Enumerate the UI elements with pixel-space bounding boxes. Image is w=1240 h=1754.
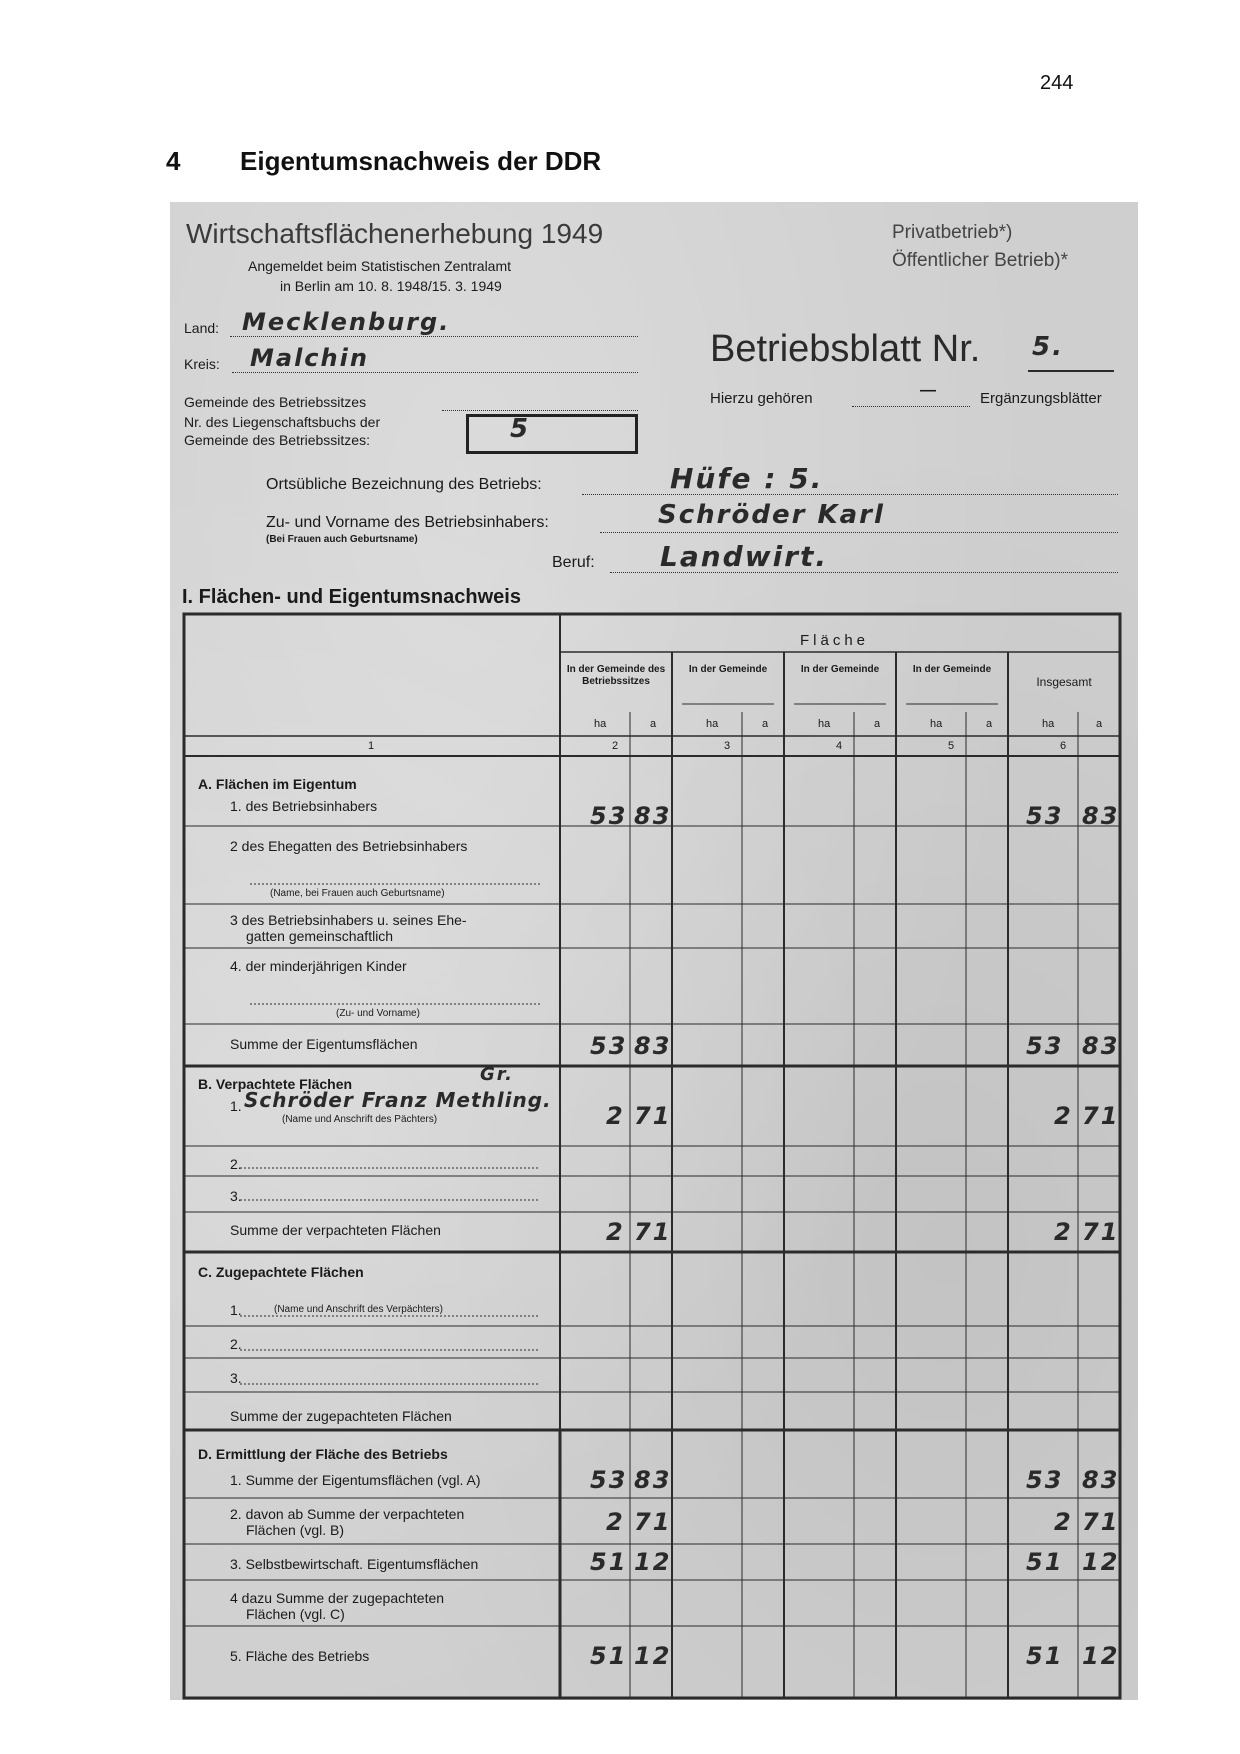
kreis-label: Kreis: <box>184 356 220 372</box>
col-header-5: In der Gemeinde <box>912 664 992 675</box>
a3-label-2: gatten gemeinschaftlich <box>246 928 394 944</box>
b1-note: (Name und Anschrift des Pächters) <box>282 1114 438 1125</box>
scanned-form-image <box>170 202 1138 1700</box>
hierzu-value: — <box>920 382 936 399</box>
d3-total-a: 12 <box>1082 1548 1120 1576</box>
b1-total-a: 71 <box>1082 1102 1120 1130</box>
col-number-4: 4 <box>836 740 843 752</box>
d5-total-a: 12 <box>1082 1642 1120 1670</box>
col-number-6: 6 <box>1060 740 1067 752</box>
b1-total-ha: 2 <box>1054 1102 1073 1130</box>
a2-note: (Name, bei Frauen auch Geburtsname) <box>270 888 445 899</box>
col-number-1: 1 <box>368 740 375 752</box>
betriebsblatt-value: 5. <box>1032 332 1064 362</box>
inhaber-note: (Bei Frauen auch Geburtsname) <box>266 534 418 545</box>
d1-ha: 53 <box>590 1466 628 1494</box>
unit-ha-4: ha <box>818 718 831 730</box>
a2-label: 2 des Ehegatten des Betriebsinhabers <box>230 838 468 854</box>
c1-label: 1. <box>230 1302 242 1318</box>
liegenschaft-label-2: Gemeinde des Betriebssitzes: <box>184 432 370 448</box>
section-a-title: A. Flächen im Eigentum <box>198 776 357 792</box>
section-title: I. Flächen- und Eigentumsnachweis <box>182 586 521 608</box>
d2-label-1: 2. davon ab Summe der verpachteten <box>230 1506 465 1522</box>
d1-total-ha: 53 <box>1026 1466 1064 1494</box>
b-sum-ha: 2 <box>606 1218 625 1246</box>
d2-total-ha: 2 <box>1054 1508 1073 1536</box>
d1-label: 1. Summe der Eigentumsflächen (vgl. A) <box>230 1472 481 1488</box>
d3-total-ha: 51 <box>1026 1548 1064 1576</box>
unit-a-6: a <box>1096 718 1103 730</box>
d5-label: 5. Fläche des Betriebs <box>230 1648 370 1664</box>
d3-label: 3. Selbstbewirtschaft. Eigentumsflächen <box>230 1556 479 1572</box>
c2-label: 2. <box>230 1336 242 1352</box>
registered-line-2: in Berlin am 10. 8. 1948/15. 3. 1949 <box>280 278 502 294</box>
d5-a: 12 <box>634 1642 672 1670</box>
b1-a: 71 <box>634 1102 672 1130</box>
b-sum-total-a: 71 <box>1082 1218 1120 1246</box>
ergaenzung-label: Ergänzungsblätter <box>980 390 1102 407</box>
b3-label: 3. <box>230 1188 242 1204</box>
chapter-title: Eigentumsnachweis der DDR <box>240 146 602 176</box>
unit-a-2: a <box>650 718 657 730</box>
section-b-title: B. Verpachtete Flächen <box>198 1076 353 1092</box>
d1-a: 83 <box>634 1466 672 1494</box>
a1-ha: 53 <box>590 802 628 830</box>
page-number: 244 <box>1040 72 1074 94</box>
a1-a: 83 <box>634 802 672 830</box>
liegenschaft-label-1: Nr. des Liegenschaftsbuchs der <box>184 414 381 430</box>
b-sum-total-ha: 2 <box>1054 1218 1073 1246</box>
col-header-3: In der Gemeinde <box>688 664 768 675</box>
form-title: Wirtschaftsflächenerhebung 1949 <box>186 218 604 249</box>
b1-value: Schröder Franz Methling. <box>244 1088 552 1112</box>
col-number-5: 5 <box>948 740 955 752</box>
d3-ha: 51 <box>590 1548 628 1576</box>
c3-label: 3. <box>230 1370 242 1386</box>
a-sum-total-ha: 53 <box>1026 1032 1064 1060</box>
a-sum-a: 83 <box>634 1032 672 1060</box>
unit-ha-6: ha <box>1042 718 1055 730</box>
unit-ha-5: ha <box>930 718 943 730</box>
d4-label-1: 4 dazu Summe der zugepachteten <box>230 1590 445 1606</box>
registered-line-1: Angemeldet beim Statistischen Zentralamt <box>248 258 512 274</box>
bezeichnung-value: Hüfe : 5. <box>670 462 824 495</box>
col-number-2: 2 <box>612 740 619 752</box>
a-sum-ha: 53 <box>590 1032 628 1060</box>
d2-total-a: 71 <box>1082 1508 1120 1536</box>
b-sum-label: Summe der verpachteten Flächen <box>230 1222 441 1238</box>
b1-number: 1. <box>230 1098 242 1114</box>
unit-ha-3: ha <box>706 718 719 730</box>
unit-ha-2: ha <box>594 718 607 730</box>
privatbetrieb-label: Privatbetrieb*) <box>892 222 1013 243</box>
gemeinde-label: Gemeinde des Betriebssitzes <box>184 394 367 410</box>
d5-ha: 51 <box>590 1642 628 1670</box>
beruf-label: Beruf: <box>552 554 595 571</box>
a-sum-label: Summe der Eigentumsflächen <box>230 1036 418 1052</box>
section-c-title: C. Zugepachtete Flächen <box>198 1264 364 1280</box>
d3-a: 12 <box>634 1548 672 1576</box>
a-sum-total-a: 83 <box>1082 1032 1120 1060</box>
b2-label: 2. <box>230 1156 242 1172</box>
a4-label: 4. der minderjährigen Kinder <box>230 958 407 974</box>
chapter-number: 4 <box>166 146 181 176</box>
b-sum-a: 71 <box>634 1218 672 1246</box>
section-d-title: D. Ermittlung der Fläche des Betriebs <box>198 1446 448 1462</box>
col-header-2: In der Gemeinde des Betriebssitzes <box>566 664 666 687</box>
d4-label-2: Flächen (vgl. C) <box>246 1606 345 1622</box>
b1-extra: Gr. <box>480 1064 514 1085</box>
betriebsblatt-label: Betriebsblatt Nr. <box>710 328 981 370</box>
a3-label-1: 3 des Betriebsinhabers u. seines Ehe- <box>230 912 467 928</box>
d2-a: 71 <box>634 1508 672 1536</box>
inhaber-value: Schröder Karl <box>658 500 885 530</box>
bezeichnung-label: Ortsübliche Bezeichnung des Betriebs: <box>266 476 542 493</box>
unit-a-5: a <box>986 718 993 730</box>
unit-a-4: a <box>874 718 881 730</box>
land-label: Land: <box>184 320 220 336</box>
col-number-3: 3 <box>724 740 731 752</box>
col-header-6: Insgesamt <box>1036 675 1092 689</box>
d5-total-ha: 51 <box>1026 1642 1064 1670</box>
kreis-value: Malchin <box>250 344 369 372</box>
c1-note: (Name und Anschrift des Verpächters) <box>274 1304 443 1315</box>
d2-label-2: Flächen (vgl. B) <box>246 1522 345 1538</box>
col-header-4: In der Gemeinde <box>800 664 880 675</box>
beruf-value: Landwirt. <box>660 540 829 573</box>
inhaber-label: Zu- und Vorname des Betriebsinhabers: <box>266 514 549 531</box>
b1-ha: 2 <box>606 1102 625 1130</box>
a4-note: (Zu- und Vorname) <box>336 1008 420 1019</box>
land-value: Mecklenburg. <box>242 308 451 336</box>
hierzu-label: Hierzu gehören <box>710 390 813 407</box>
d2-ha: 2 <box>606 1508 625 1536</box>
oeffentlich-label: Öffentlicher Betrieb)* <box>892 250 1069 271</box>
a1-label: 1. des Betriebsinhabers <box>230 798 378 814</box>
unit-a-3: a <box>762 718 769 730</box>
liegenschaft-value: 5 <box>510 414 531 444</box>
d1-total-a: 83 <box>1082 1466 1120 1494</box>
c-sum-label: Summe der zugepachteten Flächen <box>230 1408 452 1424</box>
a1-total-a: 83 <box>1082 802 1120 830</box>
flaeche-header: Fläche <box>800 632 870 649</box>
a1-total-ha: 53 <box>1026 802 1064 830</box>
